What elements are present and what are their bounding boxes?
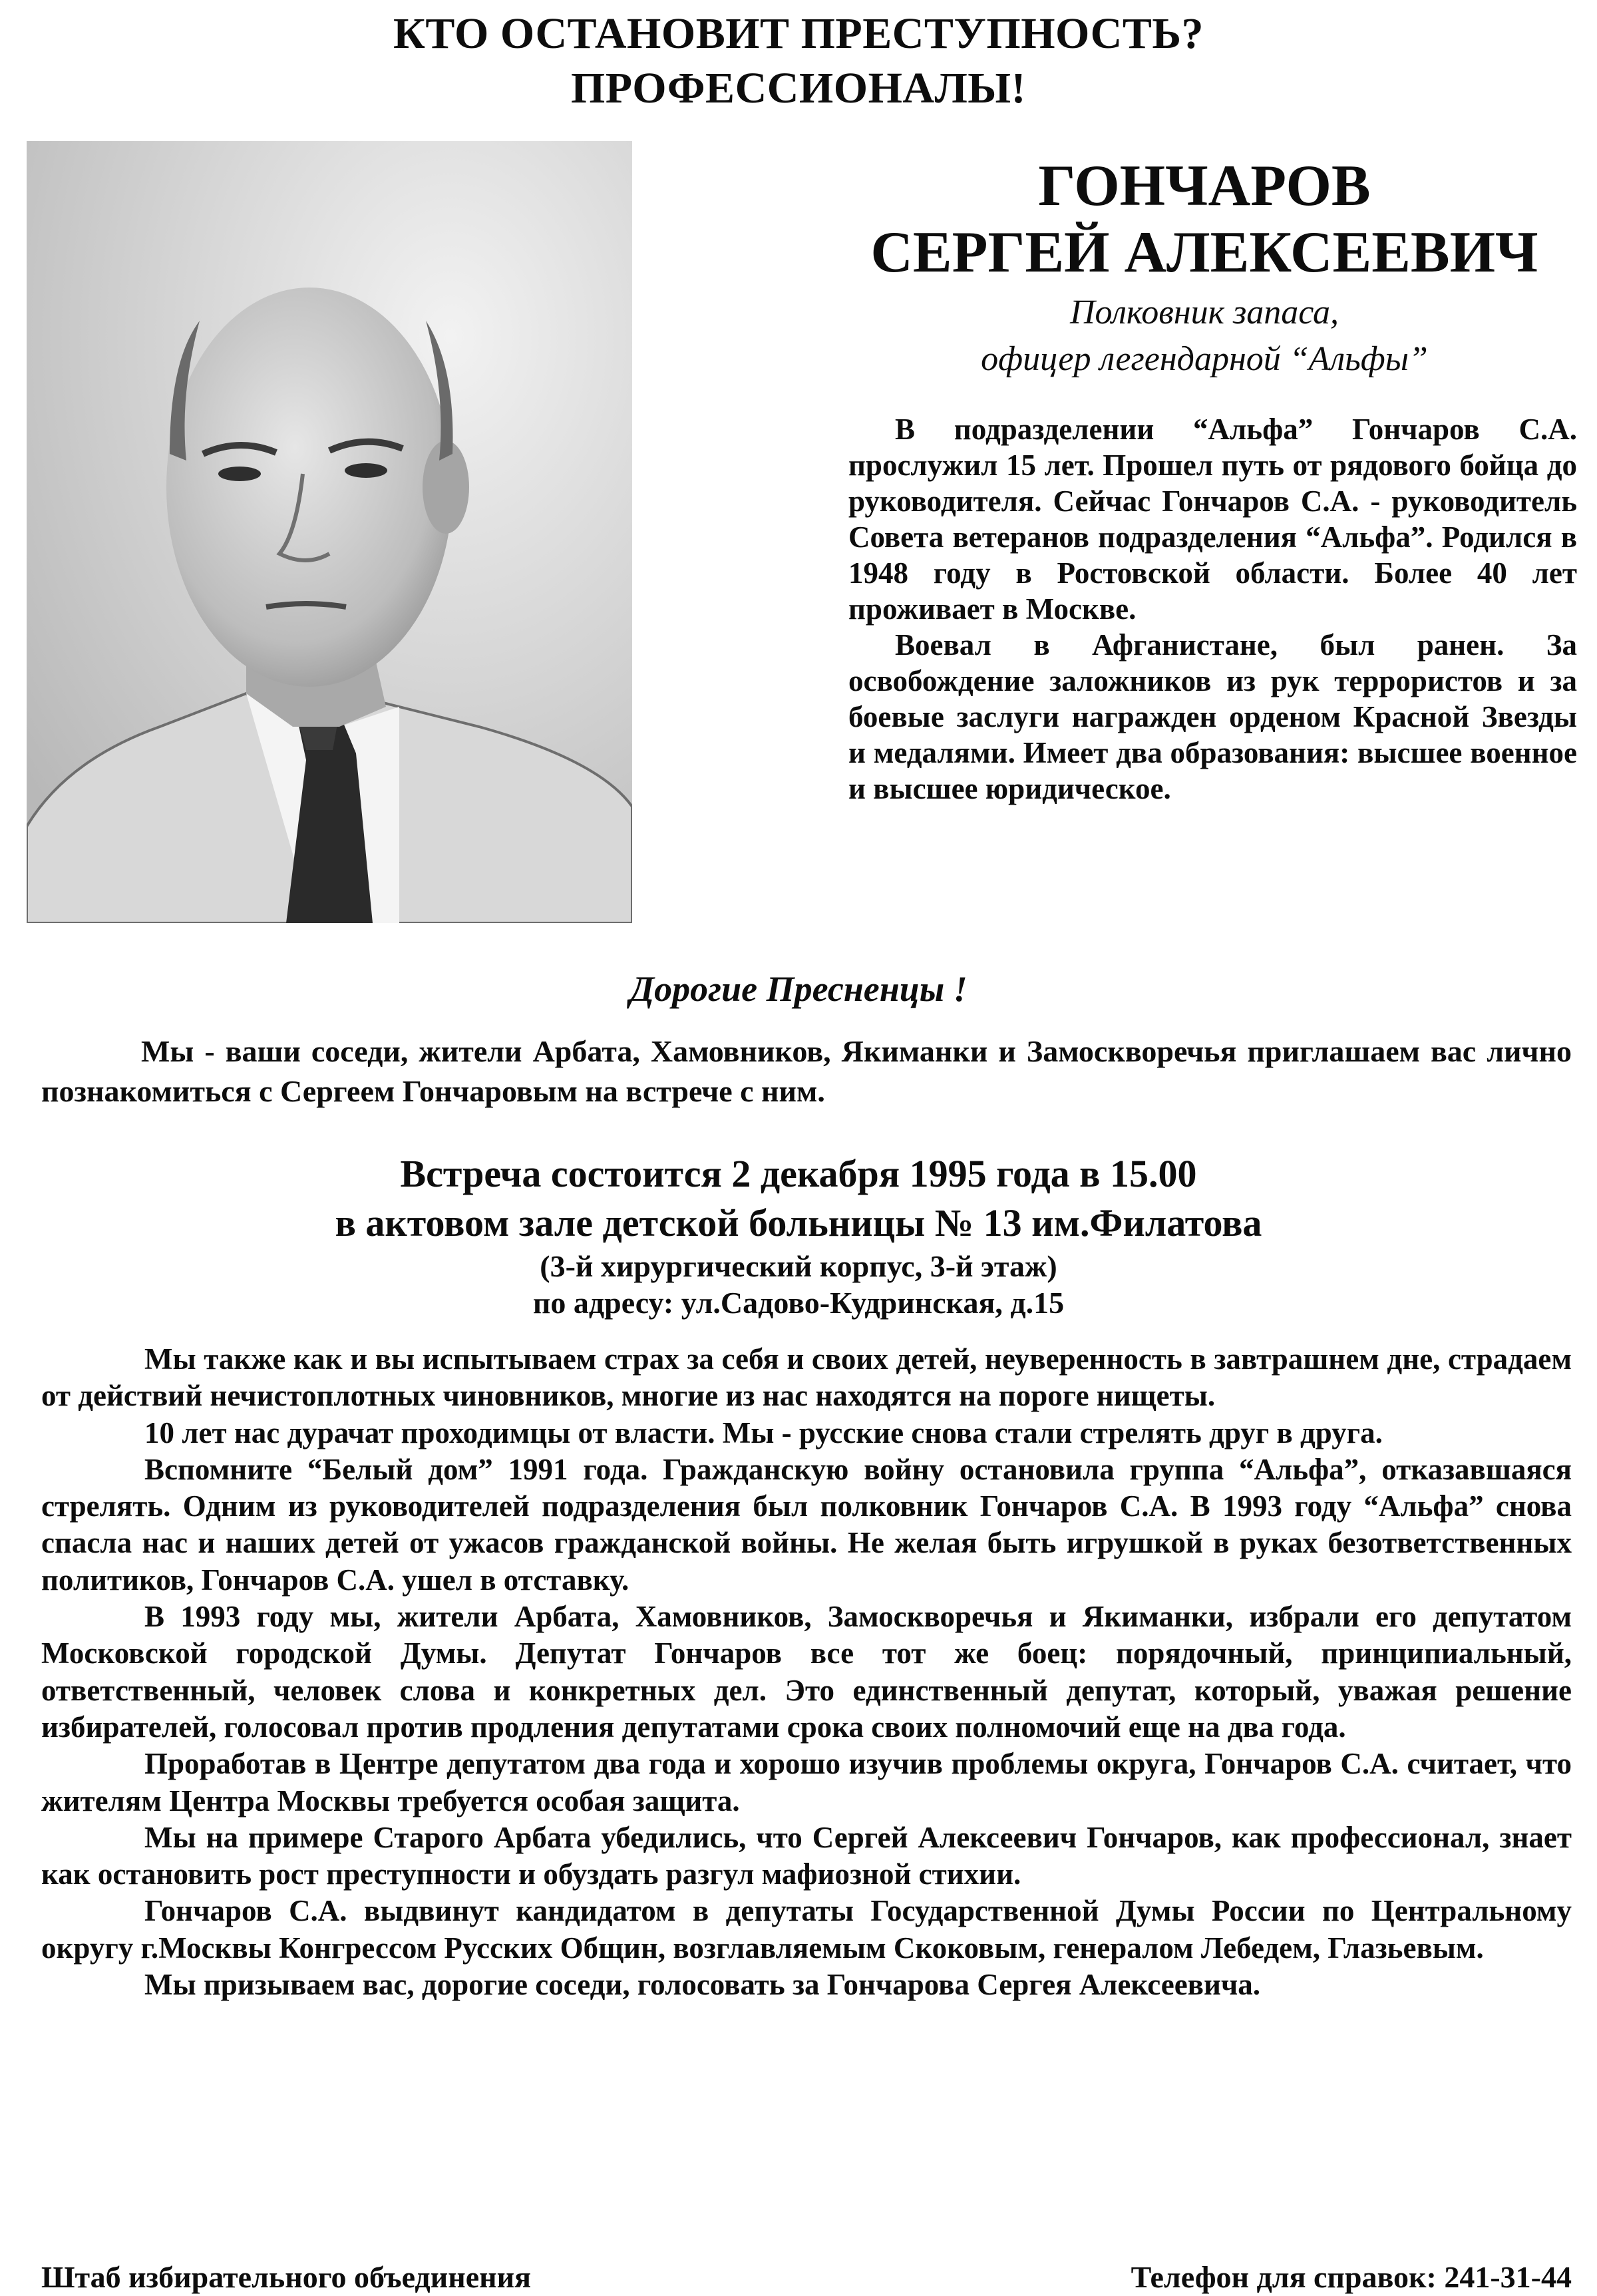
body-paragraph: Мы призываем вас, дорогие соседи, голосовать за Гончарова Сергея Алексеевича.	[144, 1968, 1261, 2002]
body-paragraph: Проработав в Центре депутатом два года и хорошо изучив проблемы округа, Гончаров С.А. считает, что жителям Центра Москвы требуется особая защита.	[41, 1747, 1572, 1818]
body-paragraph: Вспомните “Белый дом” 1991 года. Гражданскую войну остановила группа “Альфа”, отказавшаяся стрелять. Одним из руководителей подразделения был полковник Гончаров С.А. В 1993 году “Альфа” снова спасла нас и наших детей от ужасов гражданской войны. Не желая быть игрушкой в руках безответственных политиков, Гончаров С.А. ушел в отставку.	[41, 1452, 1572, 1597]
candidate-given-names: СЕРГЕЙ АЛЕКСЕЕВИЧ	[870, 220, 1538, 285]
body-paragraph: Гончаров С.А. выдвинут кандидатом в депутаты Государственной Думы России по Центральному округу г.Москвы Конгрессом Русских Общин, возглавляемым Скоковым, генералом Лебедем, Глазьевым.	[41, 1894, 1572, 1965]
headline-line-2: ПРОФЕССИОНАЛЫ!	[570, 64, 1027, 112]
candidate-photo	[27, 141, 632, 923]
headline-line-1: КТО ОСТАНОВИТ ПРЕСТУПНОСТЬ?	[393, 9, 1204, 58]
body-paragraph: Мы также как и вы испытываем страх за себя и своих детей, неуверенность в завтрашнем дне, страдаем от действий нечистоплотных чиновников, многие из нас находятся на пороге нищеты.	[41, 1342, 1572, 1413]
meeting-building: (3-й хирургический корпус, 3-й этаж)	[540, 1249, 1057, 1283]
body-paragraph: Мы на примере Старого Арбата убедились, что Сергей Алексеевич Гончаров, как профессионал, знает как остановить рост преступности и обуздать разгул мафиозной стихии.	[41, 1820, 1572, 1891]
candidate-rank: Полковник запаса,	[1070, 293, 1339, 331]
meeting-date: Встреча состоится 2 декабря 1995 года в 15.00	[400, 1152, 1197, 1195]
footer-phone: Телефон для справок: 241-31-44	[1131, 2260, 1572, 2294]
portrait-illustration	[27, 141, 632, 923]
greeting: Дорогие Пресненцы !	[629, 969, 968, 1009]
meeting-venue: в актовом зале детской больницы № 13 им.Филатова	[335, 1201, 1262, 1244]
candidate-bio	[848, 411, 1577, 807]
bio-paragraph: В подразделении “Альфа” Гончаров С.А. прослужил 15 лет. Прошел путь от рядового бойца до руководителя. Сейчас Гончаров С.А. - руководитель Совета ветеранов подразделения “Альфа”. Родился в 1948 году в Ростовской области. Более 40 лет проживает в Москве.	[848, 413, 1577, 626]
intro-paragraph	[41, 1032, 1572, 1111]
body-paragraph: 10 лет нас дурачат проходимцы от власти. Мы - русские снова стали стрелять друг в друга.	[144, 1416, 1383, 1449]
body-paragraph: В 1993 году мы, жители Арбата, Хамовников, Замоскворечья и Якиманки, избрали его депутатом Московской городской Думы. Депутат Гончаров все тот же боец: порядочный, принципиальный, ответственный, человек слова и конкретных дел. Это единственный депутат, который, уважая решение избирателей, голосовал против продления депутатами срока своих полномочий еще на два года.	[41, 1600, 1572, 1744]
candidate-unit: офицер легендарной “Альфы”	[981, 340, 1428, 378]
intro-text: Мы - ваши соседи, жители Арбата, Хамовников, Якиманки и Замоскворечья приглашаем вас лично познакомиться с Сергеем Гончаровым на встрече с ним.	[41, 1034, 1572, 1108]
appeal-body	[41, 1341, 1572, 2003]
bio-paragraph: Воевал в Афганистане, был ранен. За освобождение заложников из рук террористов и за боевые заслуги награжден орденом Красной Звезды и медалями. Имеет два образования: высшее военное и высшее юридическое.	[848, 628, 1577, 805]
footer-headquarters: Штаб избирательного объединения	[41, 2260, 532, 2294]
candidate-surname: ГОНЧАРОВ	[1038, 154, 1371, 218]
meeting-address: по адресу: ул.Садово-Кудринская, д.15	[532, 1286, 1065, 1320]
